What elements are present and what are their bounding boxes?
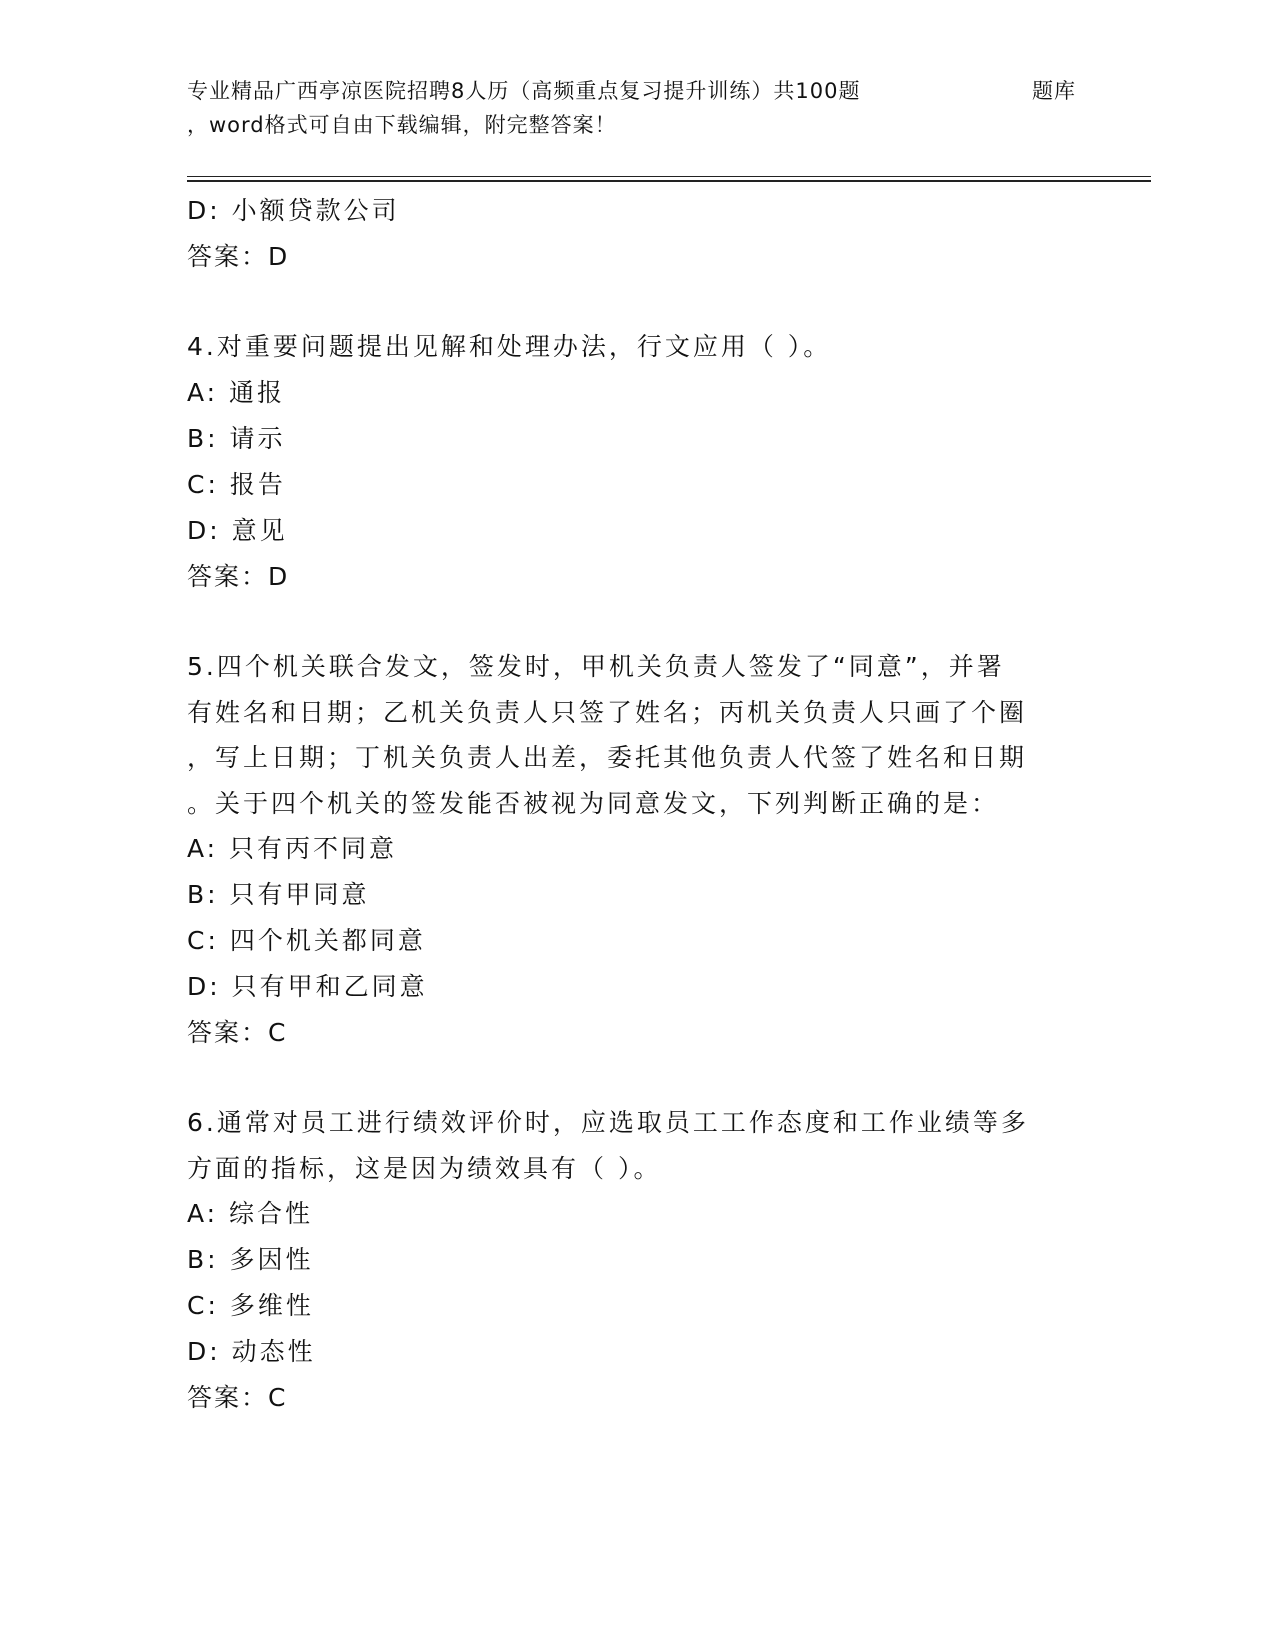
question-6	[187, 1100, 1087, 1421]
spacer	[187, 600, 1087, 644]
previous-question-tail	[187, 188, 1087, 280]
header-divider-thick	[187, 180, 1151, 182]
question-content	[187, 188, 1087, 1421]
header-title: 专业精品广西亭凉医院招聘8人历（高频重点复习提升训练）共100题	[187, 79, 861, 103]
header-subtitle: ，word格式可自由下载编辑，附完整答案！	[187, 113, 617, 137]
option-c: C: 多维性	[187, 1291, 314, 1320]
option-c: C: 四个机关都同意	[187, 926, 426, 955]
option-c: C: 报告	[187, 470, 286, 499]
option-b: B: 多因性	[187, 1245, 314, 1274]
option-d: D: 只有甲和乙同意	[187, 972, 428, 1001]
option-b: B: 只有甲同意	[187, 880, 370, 909]
option-a: A: 只有丙不同意	[187, 834, 398, 863]
option-a: A: 通报	[187, 378, 286, 407]
spacer	[187, 280, 1087, 324]
stem-line: 5.四个机关联合发文，签发时，甲机关负责人签发了“同意”，并署	[187, 652, 1005, 681]
option-a: A: 综合性	[187, 1199, 314, 1228]
stem-line: 6.通常对员工进行绩效评价时，应选取员工工作态度和工作业绩等多	[187, 1108, 1029, 1137]
header-tag: 题库	[1032, 79, 1076, 103]
question-stem: 4.对重要问题提出见解和处理办法，行文应用（ ）。	[187, 332, 832, 361]
stem-line: 有姓名和日期；乙机关负责人只签了姓名；丙机关负责人只画了个圈	[187, 697, 1028, 727]
page-header	[187, 74, 1087, 142]
header-title-line	[187, 74, 1087, 108]
answer: 答案：C	[187, 1018, 288, 1047]
option-b: B: 请示	[187, 424, 286, 453]
spacer	[187, 1056, 1087, 1100]
question-5	[187, 644, 1087, 1056]
stem-line: 。关于四个机关的签发能否被视为同意发文，下列判断正确的是：	[187, 788, 1000, 818]
question-stem	[187, 644, 1087, 826]
stem-line: ，写上日期；丁机关负责人出差，委托其他负责人代签了姓名和日期	[187, 743, 1028, 772]
question-4	[187, 324, 1087, 600]
option-d: D: 小额贷款公司	[187, 196, 400, 225]
question-stem	[187, 1100, 1087, 1191]
option-d: D: 动态性	[187, 1337, 316, 1366]
stem-line: 方面的指标，这是因为绩效具有（ ）。	[187, 1153, 662, 1183]
answer: 答案：D	[187, 242, 290, 271]
option-d: D: 意见	[187, 516, 288, 545]
header-divider-thin	[187, 176, 1151, 177]
answer: 答案：D	[187, 562, 290, 591]
answer: 答案：C	[187, 1383, 288, 1412]
